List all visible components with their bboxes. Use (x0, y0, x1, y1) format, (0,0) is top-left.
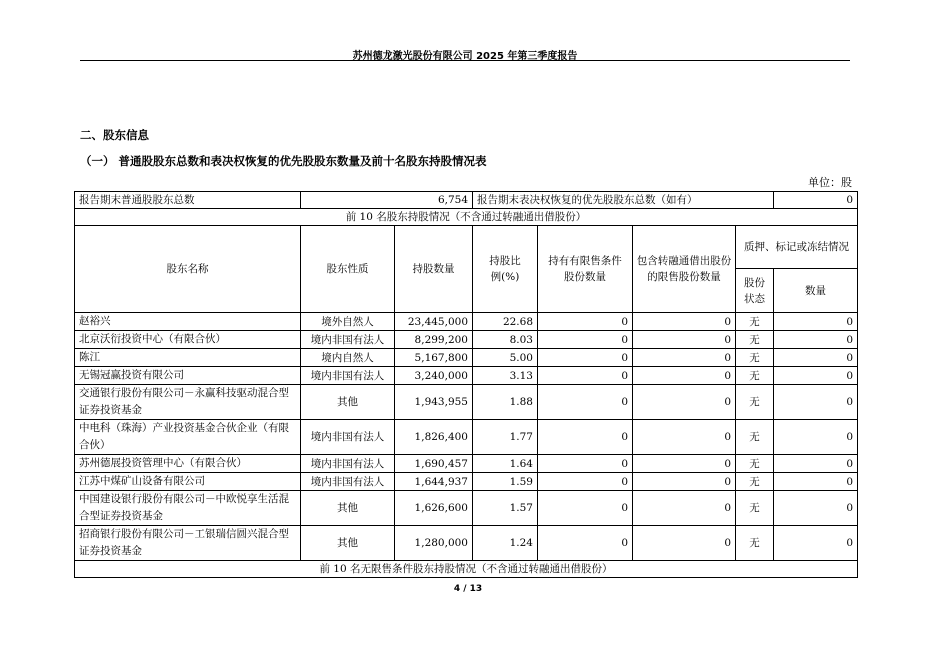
common-holders-label: 报告期末普通股股东总数 (75, 192, 301, 209)
holder-ratio: 1.64 (473, 455, 538, 473)
holder-name: 招商银行股份有限公司－工银瑞信圆兴混合型证券投资基金 (75, 526, 301, 561)
holder-lending: 0 (633, 385, 736, 420)
holder-nature: 境内非国有法人 (301, 473, 395, 491)
holder-name: 苏州德展投资管理中心（有限合伙） (75, 455, 301, 473)
holder-name: 北京沃衍投资中心（有限合伙） (75, 331, 301, 349)
holder-pledge-qty: 0 (774, 349, 858, 367)
table-row (75, 491, 858, 526)
holder-shares: 23,445,000 (395, 313, 473, 331)
holder-pledge-qty: 0 (774, 491, 858, 526)
table-row (75, 385, 858, 420)
holder-name: 交通银行股份有限公司－永赢科技驱动混合型证券投资基金 (75, 385, 301, 420)
holder-nature: 其他 (301, 385, 395, 420)
holder-ratio: 1.57 (473, 491, 538, 526)
col-header-name: 股东名称 (75, 226, 301, 313)
holder-lending: 0 (633, 313, 736, 331)
holder-lending: 0 (633, 526, 736, 561)
holder-pledge-status: 无 (736, 331, 774, 349)
table-row (75, 420, 858, 455)
holder-restricted: 0 (538, 455, 633, 473)
holder-restricted: 0 (538, 473, 633, 491)
holder-name: 中电科（珠海）产业投资基金合伙企业（有限合伙） (75, 420, 301, 455)
shareholder-table (74, 191, 858, 578)
holder-shares: 1,690,457 (395, 455, 473, 473)
page-number: 4 / 13 (453, 584, 483, 594)
col-header-lending: 包含转融通借出股份的限售股份数量 (633, 226, 736, 313)
holder-pledge-status: 无 (736, 420, 774, 455)
table-row (75, 313, 858, 331)
column-header-row (75, 226, 858, 269)
holder-ratio: 1.59 (473, 473, 538, 491)
holder-pledge-qty: 0 (774, 367, 858, 385)
holder-shares: 1,644,937 (395, 473, 473, 491)
header-divider (80, 60, 850, 61)
holder-nature: 其他 (301, 526, 395, 561)
holder-ratio: 8.03 (473, 331, 538, 349)
top10-unrestricted-title: 前 10 名无限售条件股东持股情况（不含通过转融通出借股份） (75, 561, 858, 578)
table-row (75, 455, 858, 473)
table-row (75, 473, 858, 491)
holder-lending: 0 (633, 473, 736, 491)
holder-restricted: 0 (538, 313, 633, 331)
unit-label: 单位：股 (808, 176, 852, 189)
col-header-pledge-status: 股份状态 (736, 269, 774, 313)
holder-shares: 1,280,000 (395, 526, 473, 561)
holder-nature: 境内非国有法人 (301, 420, 395, 455)
holder-ratio: 1.77 (473, 420, 538, 455)
preferred-holders-value: 0 (774, 192, 858, 209)
col-header-ratio: 持股比例(%) (473, 226, 538, 313)
holder-shares: 3,240,000 (395, 367, 473, 385)
table-row (75, 349, 858, 367)
section-title: 二、股东信息 (80, 128, 149, 142)
holder-nature: 境内非国有法人 (301, 367, 395, 385)
holder-pledge-status: 无 (736, 349, 774, 367)
preferred-holders-label: 报告期末表决权恢复的优先股股东总数（如有） (473, 192, 774, 209)
common-holders-value: 6,754 (301, 192, 473, 209)
holder-pledge-qty: 0 (774, 385, 858, 420)
holder-restricted: 0 (538, 526, 633, 561)
subsection-title: （一） 普通股股东总数和表决权恢复的优先股股东数量及前十名股东持股情况表 (80, 154, 487, 168)
holder-shares: 1,943,955 (395, 385, 473, 420)
holder-ratio: 5.00 (473, 349, 538, 367)
top10-title: 前 10 名股东持股情况（不含通过转融通出借股份） (75, 209, 858, 226)
holder-restricted: 0 (538, 367, 633, 385)
holder-nature: 境内非国有法人 (301, 455, 395, 473)
holder-pledge-status: 无 (736, 313, 774, 331)
holder-pledge-status: 无 (736, 473, 774, 491)
holder-pledge-qty: 0 (774, 331, 858, 349)
top10-title-row (75, 209, 858, 226)
holder-pledge-qty: 0 (774, 526, 858, 561)
col-header-nature: 股东性质 (301, 226, 395, 313)
holder-ratio: 1.24 (473, 526, 538, 561)
holder-lending: 0 (633, 331, 736, 349)
col-header-pledge-qty: 数量 (774, 269, 858, 313)
holder-shares: 8,299,200 (395, 331, 473, 349)
holder-name: 中国建设银行股份有限公司－中欧悦享生活混合型证券投资基金 (75, 491, 301, 526)
table-row (75, 367, 858, 385)
holder-pledge-status: 无 (736, 526, 774, 561)
table-row (75, 526, 858, 561)
col-header-restricted: 持有有限售条件股份数量 (538, 226, 633, 313)
holder-lending: 0 (633, 349, 736, 367)
holder-pledge-status: 无 (736, 491, 774, 526)
holder-ratio: 1.88 (473, 385, 538, 420)
col-header-pledge-group: 质押、标记或冻结情况 (736, 226, 858, 269)
report-header-title: 苏州德龙激光股份有限公司 2025 年第三季度报告 (352, 51, 578, 62)
holder-restricted: 0 (538, 385, 633, 420)
holder-nature: 境外自然人 (301, 313, 395, 331)
holder-name: 江苏中煤矿山设备有限公司 (75, 473, 301, 491)
holder-shares: 1,626,600 (395, 491, 473, 526)
holder-lending: 0 (633, 491, 736, 526)
holder-nature: 境内自然人 (301, 349, 395, 367)
holder-restricted: 0 (538, 491, 633, 526)
holder-pledge-qty: 0 (774, 420, 858, 455)
holder-ratio: 3.13 (473, 367, 538, 385)
table-row (75, 331, 858, 349)
holder-pledge-status: 无 (736, 455, 774, 473)
holder-lending: 0 (633, 367, 736, 385)
holder-nature: 其他 (301, 491, 395, 526)
holder-shares: 1,826,400 (395, 420, 473, 455)
holder-restricted: 0 (538, 420, 633, 455)
holder-ratio: 22.68 (473, 313, 538, 331)
holder-pledge-qty: 0 (774, 455, 858, 473)
holder-shares: 5,167,800 (395, 349, 473, 367)
summary-row (75, 192, 858, 209)
holder-pledge-qty: 0 (774, 313, 858, 331)
holder-name: 无锡冠赢投资有限公司 (75, 367, 301, 385)
holder-restricted: 0 (538, 331, 633, 349)
holder-pledge-qty: 0 (774, 473, 858, 491)
holder-nature: 境内非国有法人 (301, 331, 395, 349)
col-header-shares: 持股数量 (395, 226, 473, 313)
holder-pledge-status: 无 (736, 367, 774, 385)
holder-lending: 0 (633, 420, 736, 455)
holder-name: 陈江 (75, 349, 301, 367)
top10-unrestricted-title-row (75, 561, 858, 578)
holder-name: 赵裕兴 (75, 313, 301, 331)
holder-restricted: 0 (538, 349, 633, 367)
holder-lending: 0 (633, 455, 736, 473)
holder-pledge-status: 无 (736, 385, 774, 420)
